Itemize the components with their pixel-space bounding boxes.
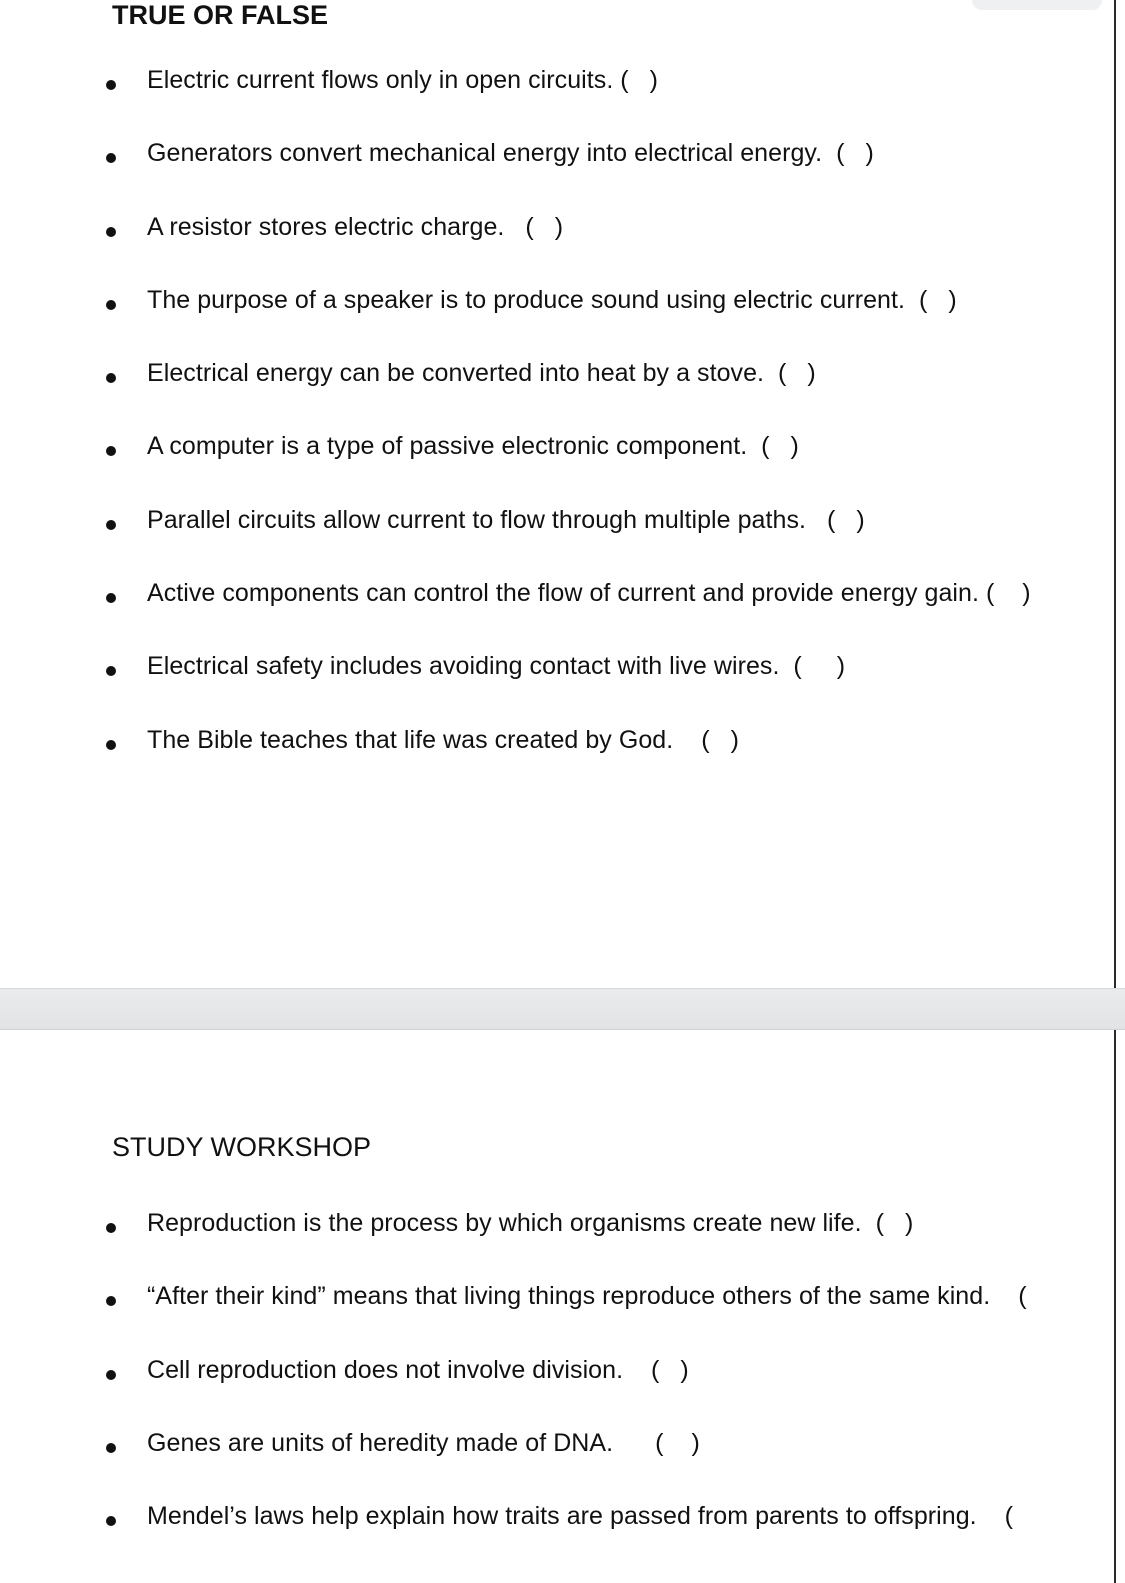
bullet-icon <box>106 740 116 750</box>
bullet-icon <box>106 1443 116 1453</box>
bullet-icon <box>106 1296 116 1306</box>
list-item <box>0 650 1125 723</box>
list-item-text: The purpose of a speaker is to produce sound using electric current. ( ) <box>147 285 957 314</box>
bullet-icon <box>106 1516 116 1526</box>
section-title-true-or-false: TRUE OR FALSE <box>112 0 329 30</box>
list-item-text: Reproduction is the process by which organisms create new life. ( ) <box>147 1209 914 1237</box>
true-false-list <box>0 64 1125 797</box>
list-item-text: Parallel circuits allow current to flow through multiple paths. ( ) <box>147 505 865 534</box>
bullet-icon <box>106 227 116 237</box>
bullet-icon <box>106 300 116 310</box>
list-item <box>0 1280 1125 1353</box>
list-item <box>0 724 1125 797</box>
list-item <box>0 577 1125 650</box>
bullet-icon <box>106 153 116 163</box>
list-item-text: A computer is a type of passive electronic component. ( ) <box>147 432 799 461</box>
list-item <box>0 1207 1125 1280</box>
list-item <box>0 357 1125 430</box>
section-title-study-workshop: STUDY WORKSHOP <box>112 1132 372 1162</box>
bullet-icon <box>106 373 116 383</box>
bullet-icon <box>106 446 116 456</box>
list-item <box>0 1354 1125 1427</box>
list-item <box>0 1500 1125 1573</box>
list-item-text: Generators convert mechanical energy into electrical energy. ( ) <box>147 139 874 168</box>
list-item-text: Genes are units of heredity made of DNA. ( ) <box>147 1428 700 1457</box>
study-workshop-list <box>0 1207 1125 1573</box>
list-item-text: Active components can control the flow of current and provide energy gain. ( ) <box>147 579 1031 608</box>
page-separator <box>0 988 1125 1030</box>
document-page-2 <box>0 1030 1125 1583</box>
list-item-text: Electric current flows only in open circuits. ( ) <box>147 66 659 94</box>
bullet-icon <box>106 666 116 676</box>
list-item-text: “After their kind” means that living things reproduce others of the same kind. ( <box>147 1282 1027 1311</box>
list-item-text: Cell reproduction does not involve division. ( ) <box>147 1355 689 1384</box>
list-item-text: The Bible teaches that life was created by God. ( ) <box>147 725 739 754</box>
list-item <box>0 430 1125 503</box>
list-item <box>0 64 1125 137</box>
bullet-icon <box>106 1223 116 1233</box>
list-item-text: Mendel’s laws help explain how traits are passed from parents to offspring. ( <box>147 1502 1014 1531</box>
list-item-text: A resistor stores electric charge. ( ) <box>147 212 564 241</box>
list-item <box>0 137 1125 210</box>
list-item <box>0 284 1125 357</box>
page-tab <box>972 0 1102 10</box>
list-item-text: Electrical energy can be converted into heat by a stove. ( ) <box>147 359 816 388</box>
list-item <box>0 504 1125 577</box>
list-item <box>0 1427 1125 1500</box>
bullet-icon <box>106 593 116 603</box>
list-item-text: Electrical safety includes avoiding contact with live wires. ( ) <box>147 652 846 681</box>
list-item <box>0 211 1125 284</box>
bullet-icon <box>106 80 116 90</box>
bullet-icon <box>106 1370 116 1380</box>
bullet-icon <box>106 520 116 530</box>
